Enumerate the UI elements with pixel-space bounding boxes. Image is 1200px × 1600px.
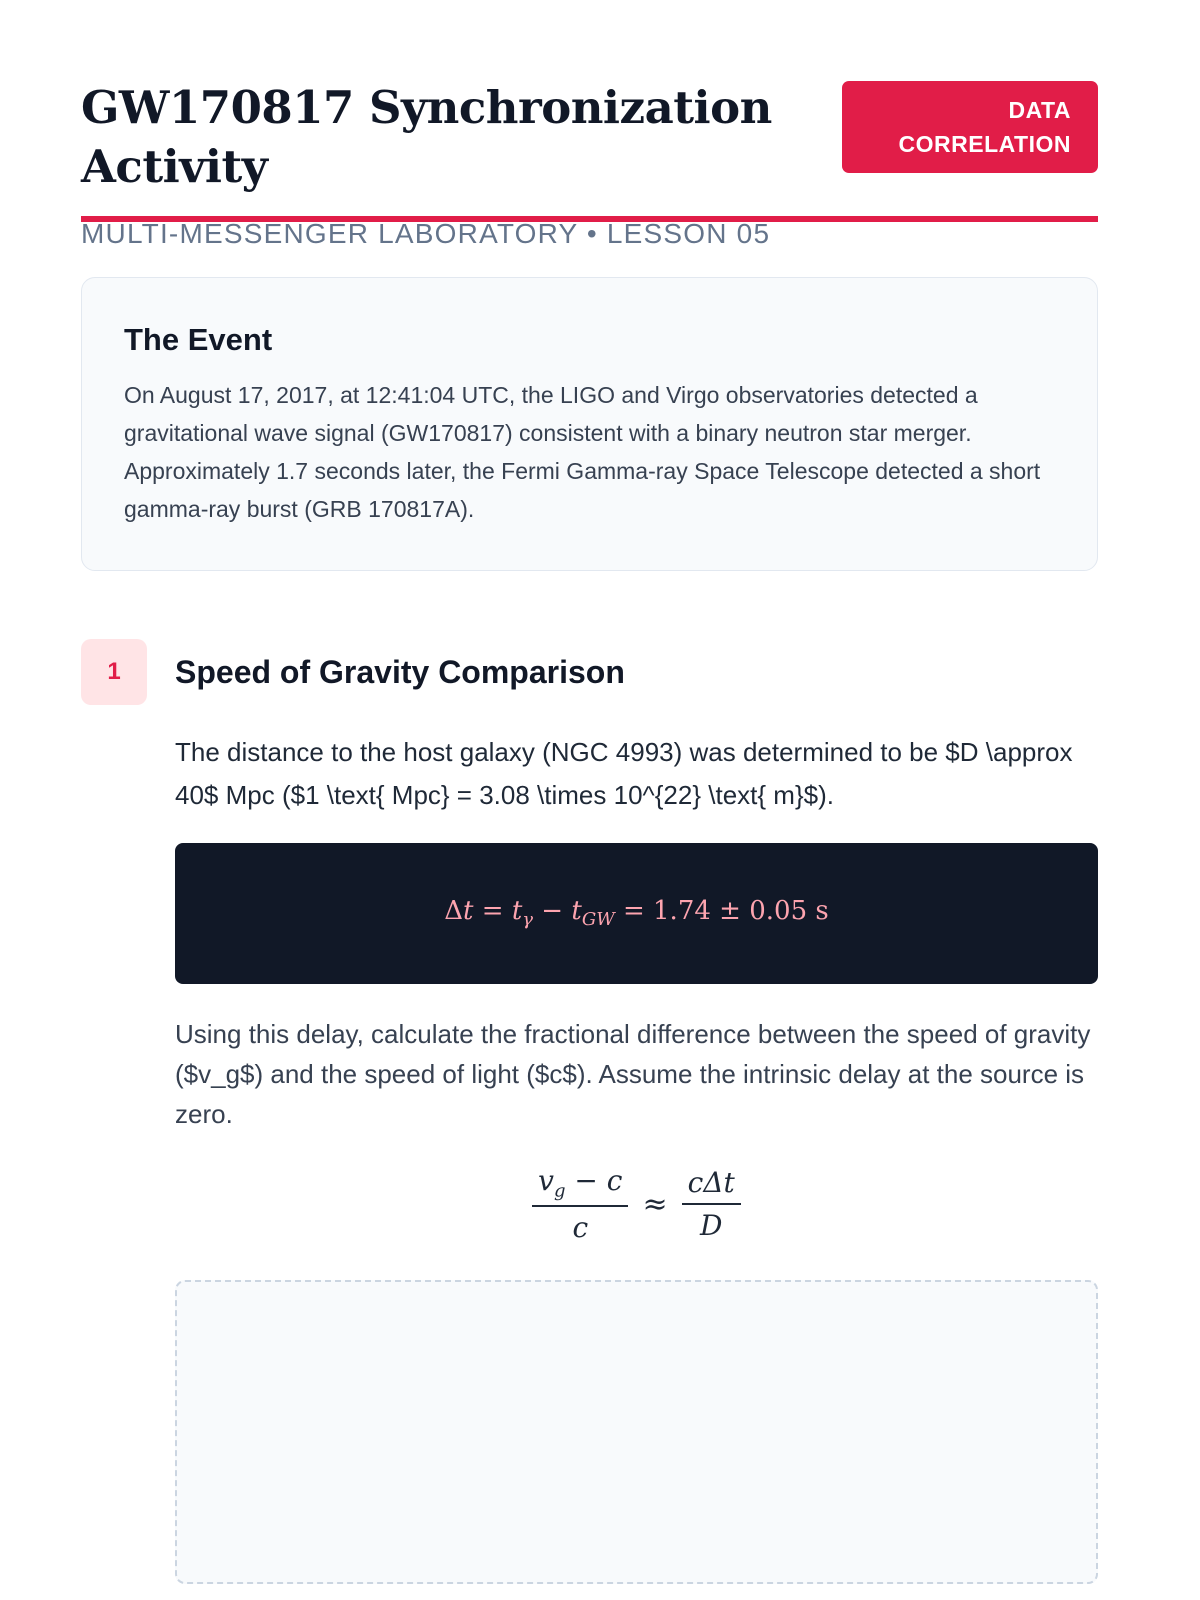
worksheet-header	[81, 0, 1098, 249]
question-header	[81, 639, 1098, 705]
page-subtitle: MULTI-MESSENGER LABORATORY • LESSON 05	[81, 218, 771, 249]
question-instruction-text: Using this delay, calculate the fractional difference between the speed of gravity ($v_g$) and the speed of light ($c$). Assume the intrinsic delay at the source is zero.	[175, 1019, 1091, 1129]
formula-left-fraction: $\frac{v_g - c}{c}$	[532, 1164, 628, 1245]
question-number-badge: 1	[81, 639, 147, 705]
answer-box[interactable]	[175, 1280, 1098, 1584]
question-section	[81, 639, 1098, 1584]
event-description: On August 17, 2017, at 12:41:04 UTC, the LIGO and Virgo observatories detected a gravitational wave signal (GW170817) consistent with a binary neutron star merger. Approximately 1.7 seconds later, the Fermi Gamma-ray Space Telescope detected a short gamma-ray burst (GRB 170817A).	[124, 382, 1041, 522]
category-badge: DATA CORRELATION	[842, 81, 1098, 173]
event-heading: The Event	[124, 322, 273, 357]
question-intro-text: The distance to the host galaxy (NGC 4993) was determined to be $D \approx 40$ Mpc ($1 \text{ Mpc} = 3.08 \times 10^{22} \text{ m}$).	[175, 737, 1073, 810]
fractional-difference-formula: $\frac{v_g - c}{c}$ ≈ $\frac{\text{cΔt}}{D}$	[175, 1158, 1098, 1250]
page-title: GW170817 Synchronization Activity	[81, 81, 772, 193]
formula-right-fraction: $\frac{\text{cΔt}}{D}$	[682, 1166, 741, 1242]
time-delay-formula: $\Delta t = t_\gamma - t_{GW} = 1.74 \pm 0.05$ s	[175, 843, 1098, 984]
event-box	[81, 277, 1098, 571]
question-body	[175, 731, 1098, 1584]
question-title: Speed of Gravity Comparison	[175, 653, 625, 690]
